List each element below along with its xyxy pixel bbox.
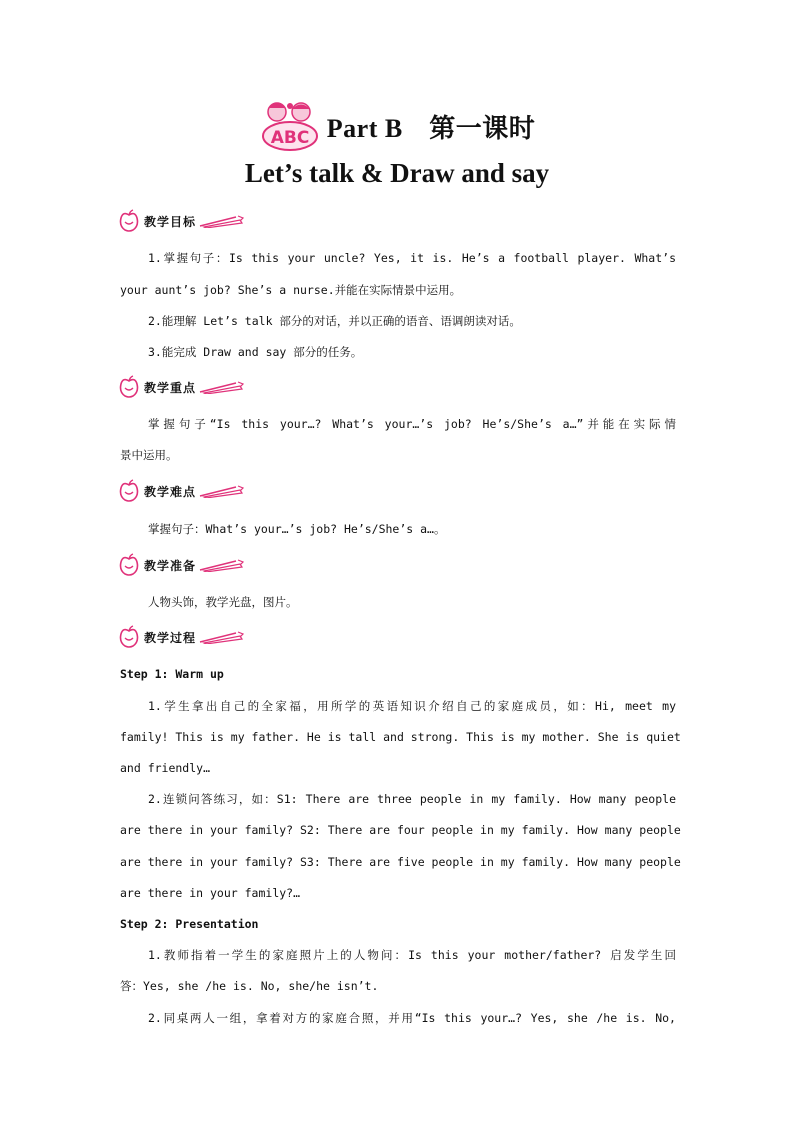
objective-line: 3.能完成 Draw and say 部分的任务。 — [148, 345, 363, 359]
process-line: are there in your family? S2: There are four people in my family. How many people — [120, 823, 681, 837]
preparation-line: 人物头饰，教学光盘，图片。 — [148, 595, 298, 609]
svg-text:ABC: ABC — [270, 128, 310, 148]
kids-abc-logo-icon — [259, 98, 321, 154]
section-label: 教学准备 — [144, 558, 197, 573]
section-difficulties — [118, 478, 244, 504]
section-key-points — [118, 374, 244, 400]
key-point-line: 掌握句子“Is this your…? What’s your…’s job? He’s/She’s a…”并能在实际情 — [148, 417, 676, 431]
section-preparation — [118, 552, 244, 578]
apple-icon — [118, 479, 140, 503]
apple-icon — [118, 553, 140, 577]
apple-icon — [118, 209, 140, 233]
process-line: 答：Yes, she /he is. No, she/he isn’t. — [120, 979, 379, 993]
process-line: 2.同桌两人一组，拿着对方的家庭合照，并用“Is this your…? Yes, she /he is. No, — [148, 1011, 676, 1025]
section-objectives — [118, 208, 244, 234]
section-label: 教学难点 — [144, 484, 197, 499]
apple-icon — [118, 625, 140, 649]
key-point-line: 景中运用。 — [120, 448, 178, 462]
process-line: family! This is my father. He is tall and strong. This is my mother. She is quiet — [120, 730, 681, 744]
section-label: 教学过程 — [144, 630, 197, 645]
objective-line: 1.掌握句子：Is this your uncle? Yes, it is. He’s a football player. What’s — [148, 251, 676, 265]
step-heading: Step 1: Warm up — [120, 667, 224, 681]
pencil-icon — [198, 558, 244, 572]
page-title-line2: Let’s talk & Draw and say — [244, 158, 550, 188]
pencil-icon — [198, 214, 244, 228]
section-label: 教学重点 — [144, 380, 197, 395]
pencil-icon — [198, 630, 244, 644]
process-line: are there in your family? S3: There are five people in my family. How many people — [120, 855, 681, 869]
difficulty-line: 掌握句子：What’s your…’s job? He’s/She’s a…。 — [148, 522, 446, 536]
process-line: 2.连锁问答练习，如：S1: There are three people in my family. How many people — [148, 792, 676, 806]
step-heading: Step 2: Presentation — [120, 917, 259, 931]
page-title-line1: Part B 第一课时 — [326, 113, 536, 143]
process-line: 1.学生拿出自己的全家福，用所学的英语知识介绍自己的家庭成员，如：Hi, meet my — [148, 699, 676, 713]
section-label: 教学目标 — [144, 214, 197, 229]
apple-icon — [118, 375, 140, 399]
section-process — [118, 624, 244, 650]
process-line: 1.教师指着一学生的家庭照片上的人物问：Is this your mother/father? 启发学生回 — [148, 948, 676, 962]
pencil-icon — [198, 380, 244, 394]
title-row — [0, 96, 794, 156]
pencil-icon — [198, 484, 244, 498]
process-line: and friendly… — [120, 761, 211, 775]
process-line: are there in your family?… — [120, 886, 301, 900]
title-block — [0, 96, 794, 189]
objective-line: 2.能理解 Let’s talk 部分的对话，并以正确的语音、语调朗读对话。 — [148, 314, 521, 328]
objective-line: your aunt’s job? She’s a nurse.并能在实际情景中运用。 — [120, 283, 462, 297]
